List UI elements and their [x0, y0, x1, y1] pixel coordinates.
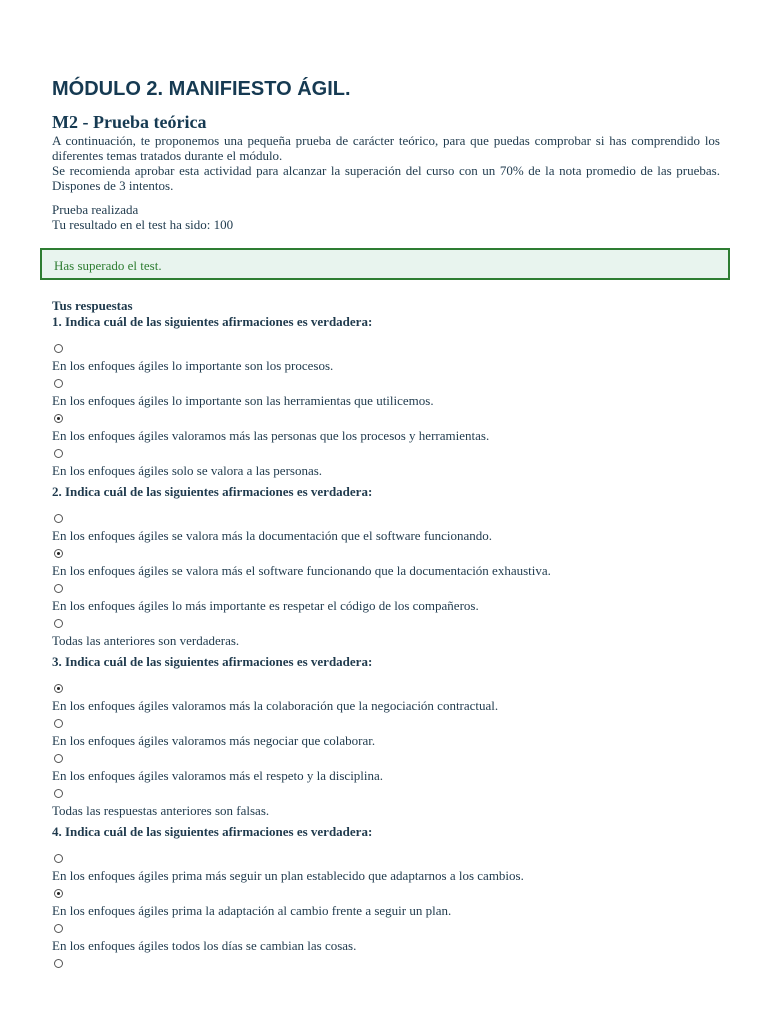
answer-option[interactable]: [52, 379, 742, 414]
answer-option[interactable]: [52, 719, 742, 754]
radio-unchecked-icon[interactable]: [54, 959, 63, 968]
answer-option-label: En los enfoques ágiles valoramos más el respeto y la disciplina.: [52, 768, 384, 783]
answer-option[interactable]: [52, 619, 742, 654]
radio-unchecked-icon[interactable]: [54, 379, 63, 388]
radio-unchecked-icon[interactable]: [54, 584, 63, 593]
answer-option-label: En los enfoques ágiles solo se valora a las personas.: [52, 463, 323, 478]
success-message: Has superado el test.: [54, 258, 162, 273]
answer-option[interactable]: [52, 344, 742, 379]
question-title: 3. Indica cuál de las siguientes afirmaciones es verdadera:: [52, 654, 373, 669]
question-title: 4. Indica cuál de las siguientes afirmaciones es verdadera:: [52, 824, 373, 839]
radio-unchecked-icon[interactable]: [54, 924, 63, 933]
radio-unchecked-icon[interactable]: [54, 754, 63, 763]
radio-unchecked-icon[interactable]: [54, 719, 63, 728]
radio-checked-icon[interactable]: [54, 549, 63, 558]
radio-checked-icon[interactable]: [54, 684, 63, 693]
answer-option-label: En los enfoques ágiles lo importante son los procesos.: [52, 358, 334, 373]
answer-option-label: En los enfoques ágiles prima más seguir un plan establecido que adaptarnos a los cambios.: [52, 868, 524, 883]
answer-option-label: En los enfoques ágiles prima la adaptación al cambio frente a seguir un plan.: [52, 903, 452, 918]
intro-text: [52, 133, 720, 193]
module-title: MÓDULO 2. MANIFIESTO ÁGIL.: [52, 78, 351, 100]
section-title: M2 - Prueba teórica: [52, 112, 207, 132]
question-3: [52, 654, 742, 824]
answer-option-label: En los enfoques ágiles lo más importante es respetar el código de los compañeros.: [52, 598, 479, 613]
answer-option[interactable]: [52, 684, 742, 719]
success-alert: [40, 248, 730, 280]
answers-section: [52, 298, 742, 994]
answer-option-label: En los enfoques ágiles se valora más la documentación que el software funcionando.: [52, 528, 493, 543]
answer-option[interactable]: [52, 889, 742, 924]
answer-option-label: En los enfoques ágiles lo importante son las herramientas que utilicemos.: [52, 393, 434, 408]
test-score: Tu resultado en el test ha sido: 100: [52, 217, 234, 232]
radio-unchecked-icon[interactable]: [54, 789, 63, 798]
answer-option-label: En los enfoques ágiles todos los días se cambian las cosas.: [52, 938, 357, 953]
radio-unchecked-icon[interactable]: [54, 619, 63, 628]
answer-option[interactable]: [52, 414, 742, 449]
radio-checked-icon[interactable]: [54, 414, 63, 423]
answer-option[interactable]: [52, 584, 742, 619]
result-block: [52, 202, 233, 232]
answer-option-label: En los enfoques ágiles valoramos más las personas que los procesos y herramientas.: [52, 428, 490, 443]
intro-paragraph-2: Se recomienda aprobar esta actividad para alcanzar la superación del curso con un 70% de la nota promedio de las pruebas. Dispones de 3 intentos.: [52, 163, 720, 193]
answers-header: Tus respuestas: [52, 298, 133, 313]
answer-option[interactable]: [52, 514, 742, 549]
question-title: 2. Indica cuál de las siguientes afirmaciones es verdadera:: [52, 484, 373, 499]
answer-option[interactable]: [52, 789, 742, 824]
answer-option-label: Todas las respuestas anteriores son falsas.: [52, 803, 270, 818]
question-4: [52, 824, 742, 994]
question-2: [52, 484, 742, 654]
answer-option[interactable]: [52, 854, 742, 889]
radio-unchecked-icon[interactable]: [54, 344, 63, 353]
question-1: [52, 314, 742, 484]
radio-unchecked-icon[interactable]: [54, 514, 63, 523]
answer-option-label: Todas las anteriores son verdaderas.: [52, 633, 240, 648]
radio-unchecked-icon[interactable]: [54, 854, 63, 863]
answer-option[interactable]: [52, 924, 742, 959]
radio-unchecked-icon[interactable]: [54, 449, 63, 458]
answer-option-label: En los enfoques ágiles valoramos más la colaboración que la negociación contractual.: [52, 698, 499, 713]
answer-option[interactable]: [52, 754, 742, 789]
answer-option-label: En los enfoques ágiles valoramos más negociar que colaborar.: [52, 733, 376, 748]
radio-checked-icon[interactable]: [54, 889, 63, 898]
intro-paragraph-1: A continuación, te proponemos una pequeña prueba de carácter teórico, para que puedas comprobar si has comprendido los diferentes temas tratados durante el módulo.: [52, 133, 720, 163]
test-status: Prueba realizada: [52, 202, 139, 217]
question-title: 1. Indica cuál de las siguientes afirmaciones es verdadera:: [52, 314, 373, 329]
answer-option[interactable]: [52, 959, 742, 994]
answer-option[interactable]: [52, 449, 742, 484]
answer-option[interactable]: [52, 549, 742, 584]
answer-option-label: En los enfoques ágiles se valora más el software funcionando que la documentación exhaustiva.: [52, 563, 551, 578]
